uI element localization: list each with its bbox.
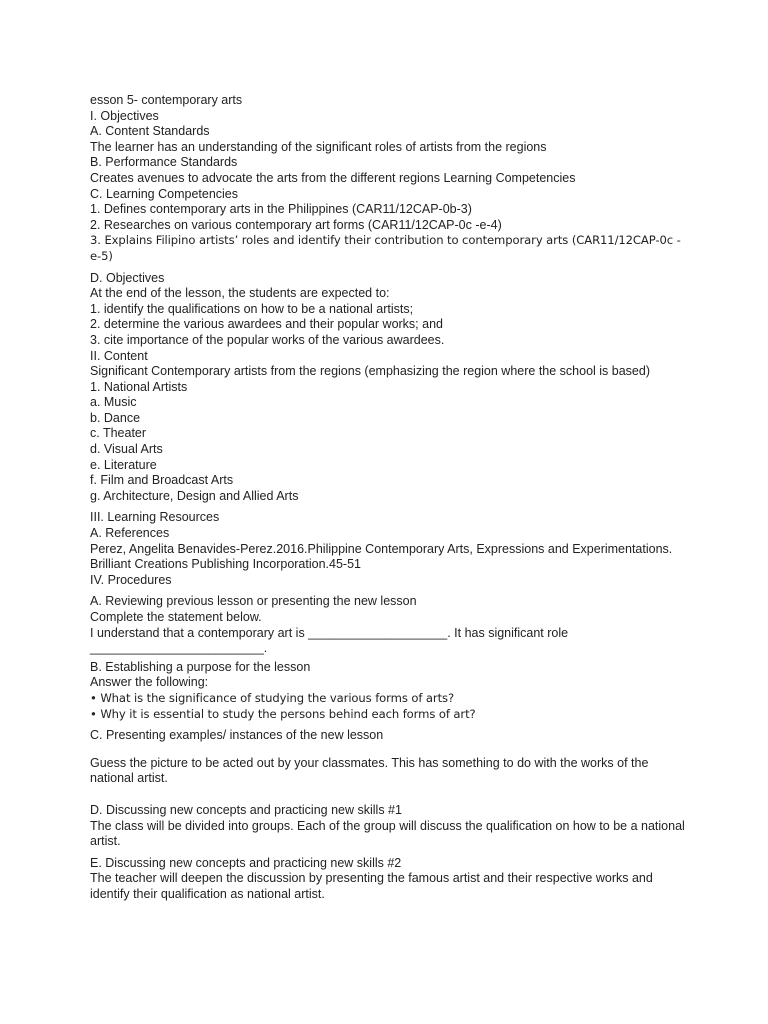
proc-c-text: Guess the picture to be acted out by your classmates. This has something to do with the works of the national artist.: [90, 755, 649, 786]
d-objectives-intro: At the end of the lesson, the students are expected to:: [90, 286, 390, 301]
proc-a-heading: A. Reviewing previous lesson or presenting the new lesson: [90, 594, 417, 609]
content-standards-heading: A. Content Standards: [90, 124, 210, 139]
national-artists: 1. National Artists: [90, 379, 188, 394]
objectives-heading: I. Objectives: [90, 108, 159, 123]
proc-e-text: The teacher will deepen the discussion by presenting the famous artist and their respective works and identify their qualification as national artist.: [90, 871, 653, 901]
proc-a-statement: I understand that a contemporary art is ____________________. It has significant role _________________________.: [90, 625, 569, 656]
proc-b-question-1: • What is the significance of studying the various forms of arts?: [90, 690, 455, 705]
proc-d-text: The class will be divided into groups. Each of the group will discuss the qualification on how to be a national artist.: [90, 818, 685, 849]
category-music: a. Music: [90, 395, 137, 410]
references-heading: A. References: [90, 526, 170, 541]
proc-c-heading: C. Presenting examples/ instances of the new lesson: [90, 728, 384, 743]
category-visual-arts: d. Visual Arts: [90, 442, 163, 457]
category-film: f. Film and Broadcast Arts: [90, 473, 234, 488]
reference-text: Perez, Angelita Benavides-Perez.2016.Philippine Contemporary Arts, Expressions and Experimentations. Brilliant Creations Publishing Incorporation.45-51: [90, 541, 673, 572]
content-standards-text: The learner has an understanding of the significant roles of artists from the regions: [90, 139, 547, 154]
competency-2: 2. Researches on various contemporary art forms (CAR11/12CAP-0c -e-4): [90, 217, 502, 232]
d-objectives-heading: D. Objectives: [90, 270, 165, 285]
content-text: Significant Contemporary artists from the regions (emphasizing the region where the school is based): [90, 364, 650, 379]
document-page: [90, 93, 690, 903]
performance-standards-text: Creates avenues to advocate the arts from the different regions Learning Competencies: [90, 170, 576, 185]
category-literature: e. Literature: [90, 457, 157, 472]
proc-b-instruction: Answer the following:: [90, 675, 209, 690]
content-heading: II. Content: [90, 348, 148, 363]
d-objective-2: 2. determine the various awardees and their popular works; and: [90, 317, 443, 332]
category-theater: c. Theater: [90, 426, 147, 441]
proc-d-heading: D. Discussing new concepts and practicing new skills #1: [90, 802, 402, 817]
category-architecture: g. Architecture, Design and Allied Arts: [90, 488, 299, 503]
proc-b-heading: B. Establishing a purpose for the lesson: [90, 659, 311, 674]
proc-a-instruction: Complete the statement below.: [90, 610, 262, 624]
proc-b-question-2: • Why it is essential to study the persons behind each forms of art?: [90, 706, 476, 721]
competency-1: 1. Defines contemporary arts in the Philippines (CAR11/12CAP-0b-3): [90, 202, 472, 217]
performance-standards-heading: B. Performance Standards: [90, 155, 238, 170]
lesson-title: esson 5- contemporary arts: [90, 93, 243, 107]
proc-e-heading: E. Discussing new concepts and practicing new skills #2: [90, 855, 402, 870]
d-objective-3: 3. cite importance of the popular works of the various awardees.: [90, 332, 445, 347]
competency-3: 3. Explains Filipino artists’ roles and identify their contribution to contemporary arts (CAR11/12CAP-0c -e-5): [90, 233, 681, 263]
learning-competencies-heading: C. Learning Competencies: [90, 186, 238, 201]
resources-heading: III. Learning Resources: [90, 510, 220, 525]
d-objective-1: 1. identify the qualifications on how to be a national artists;: [90, 301, 414, 316]
procedures-heading: IV. Procedures: [90, 572, 172, 587]
category-dance: b. Dance: [90, 410, 141, 425]
